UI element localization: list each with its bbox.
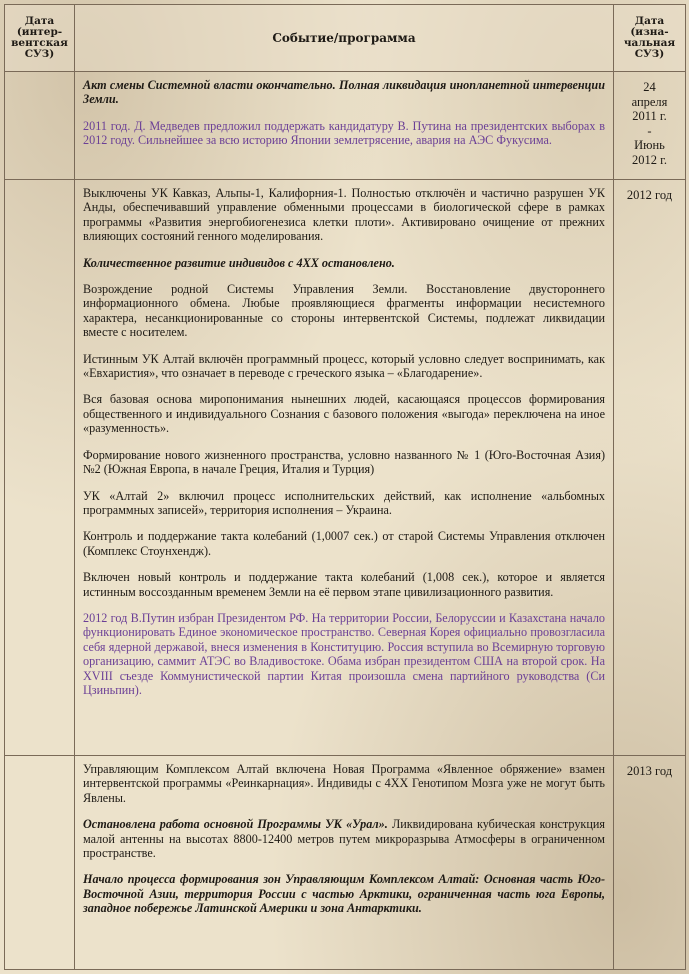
paragraph: 2012 год В.Путин избран Президентом РФ. На территории России, Белоруссии и Казахстана начало функционировать Единое экономическое пространство. Северная Корея официально провозгласила себя ядерной державой, внеся изменения в Конституцию. Россия вступила во Всемирную торговую организацию, саммит АТЭС во Владивостоке. Обама избран президентом США на второй срок. На XVIII съезде Коммунистической партии Китая произошла смена партийного руководства (Си Цзиньпин). <box>83 610 605 697</box>
paragraph: Возрождение родной Системы Управления Земли. Восстановление двустороннего информационного обмена. Любые проявляющиеся фрагменты информации несистемного характера, несанкционированные со стороны интервентской Системы, подлежат ликвидации вместе с носителем. <box>83 282 605 340</box>
row-date-left <box>5 72 75 180</box>
paragraph-text: Ликвидирована кубическая конструкция малой антенны на высотах 8800-12400 метров путем микроразрыва Атмосферы в ограниченном пространстве. <box>83 817 606 861</box>
header-original-date: Дата (изна-чальная СУЗ) <box>614 5 686 72</box>
row-content <box>75 756 614 970</box>
paragraph: 2011 год. Д. Медведев предложил поддержать кандидатуру В. Путина на президентских выборах в 2012 году. Сильнейшее за всю историю Японии землетрясение, авария на АЭС Фукусима. <box>83 118 605 148</box>
paragraph: Формирование нового жизненного пространства, условно названного № 1 (Юго-Восточная Азия) №2 (Южная Европа, в начале Греция, Италия и Турция) <box>83 447 605 477</box>
paragraph: Акт смены Системной власти окончательно. Полная ликвидация инопланетной интервенции Земли. <box>83 78 605 107</box>
paragraph: Начало процесса формирования зон Управляющим Комплексом Алтай: Основная часть Юго-Восточной Азии, территория России с частью Арктики, ограниченная часть юга Европы, западное побережье Латинской Америки и зона Антарктики. <box>83 872 605 916</box>
paragraph: Вся базовая основа миропонимания нынешних людей, касающаяся процессов формирования общественного и индивидуального Сознания с базового положения «выгода» переключена на иное «разуменность». <box>83 392 605 436</box>
date-line: Июнь <box>634 138 665 152</box>
row-content <box>75 180 614 756</box>
paragraph: УК «Алтай 2» включил процесс исполнительских действий, как исполнение «альбомных программных записей», территория исполнения – Украина. <box>83 488 605 517</box>
date-line: - <box>647 123 652 138</box>
date-line: 24 <box>643 80 656 94</box>
date-line: 2013 год <box>626 764 673 778</box>
paragraph <box>83 817 605 860</box>
chronology-table <box>4 4 686 970</box>
date-line: апреля <box>631 94 668 109</box>
row-content <box>75 72 614 180</box>
row-date-left <box>5 756 75 970</box>
row-date-left <box>5 180 75 756</box>
row-date-right <box>614 180 686 756</box>
header-event: Событие/программа <box>75 5 614 72</box>
table-row <box>5 180 686 756</box>
header-interventional-date: Дата (интер-вентская СУЗ) <box>5 5 75 72</box>
paragraph: Истинным УК Алтай включён программный процесс, который условно следует воспринимать, как «Евхаристия», что означает в переводе с греческого языка – «Благодарение». <box>83 351 605 381</box>
date-line: 2012 год <box>626 188 673 202</box>
date-line: 2011 г. <box>632 109 667 123</box>
date-line: 2012 г. <box>632 152 667 167</box>
paragraph: Количественное развитие индивидов с 4ХХ остановлено. <box>83 255 395 270</box>
paragraph: Управляющим Комплексом Алтай включена Новая Программа «Явленное обряжение» взамен интервентской программы «Реинкарнация». Индивиды с 4ХХ Генотипом Мозга уже не могут быть Явлены. <box>83 762 605 805</box>
table-row <box>5 756 686 970</box>
paragraph: Включен новый контроль и поддержание такта колебаний (1,008 сек.), которое и является истинным воссозданным временем Земли на её первом этапе цивилизационного развития. <box>83 570 605 599</box>
table-row <box>5 72 686 180</box>
row-date-right <box>614 756 686 970</box>
paragraph-lead: Остановлена работа основной Программы УК «Урал». <box>83 817 388 832</box>
table-header-row <box>5 5 686 72</box>
paragraph: Контроль и поддержание такта колебаний (1,0007 сек.) от старой Системы Управления отключен (Комплекс Стоунхендж). <box>83 529 605 558</box>
paragraph: Выключены УК Кавказ, Альпы-1, Калифорния-1. Полностью отключён и частично разрушен УК Анды, обеспечивавший управление обменными процессами в биологической сфере в рамках программы «Развития энергобиогенезиса клетки плоти». Активировано очищение от прежних влияющих состояний генного моделирования. <box>83 186 605 244</box>
row-date-right <box>614 72 686 180</box>
